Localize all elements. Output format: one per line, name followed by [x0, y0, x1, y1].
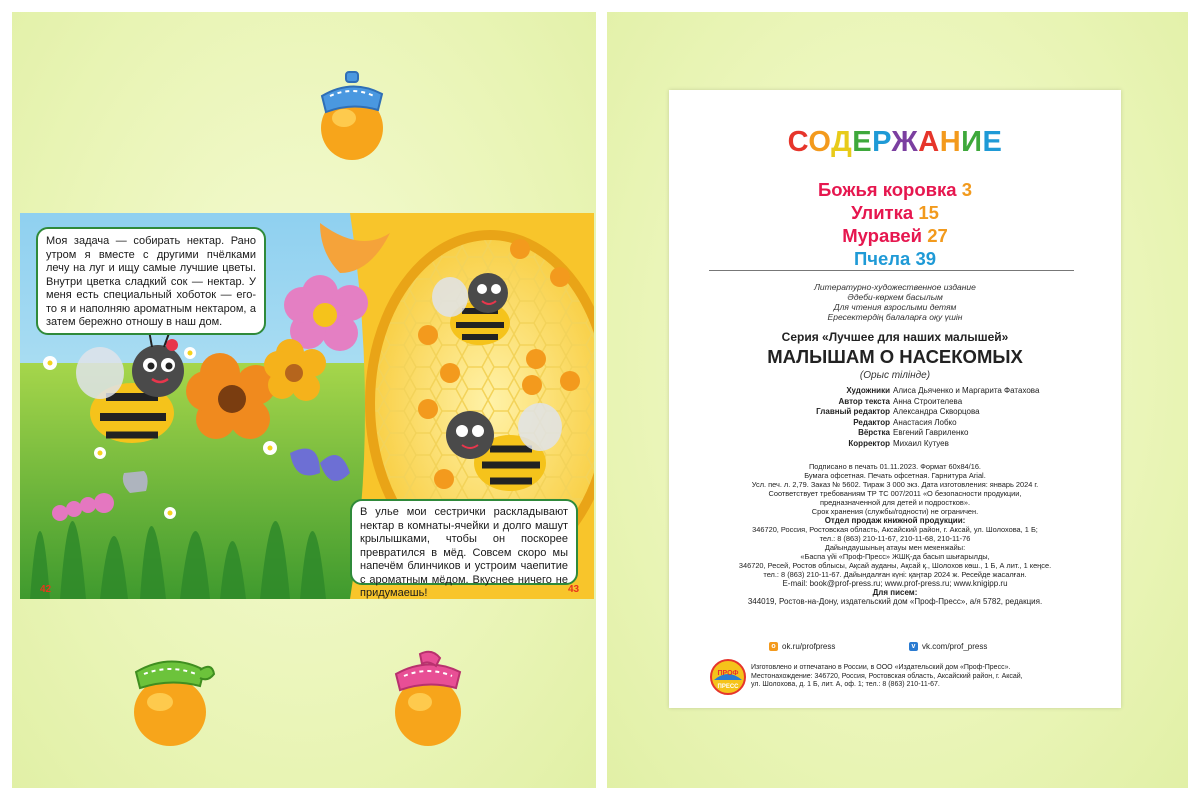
toc-item[interactable] [669, 224, 1121, 247]
story-text-top-content: Моя задача — собирать нектар. Рано утром я вместе с другими пчёлками лечу на луг и ищу самые лучшие цветы. Внутри цветка сладкий сок — нектар. У меня есть специальный хоботок — его-то я и наполняю ароматным нектаром, а затем бережно отношу в наш дом. [46, 235, 256, 328]
genre-line: Для чтения взрослыми детям [833, 302, 957, 312]
credit-row [669, 407, 1121, 418]
manufacturer-line: Местонахождение: 346720, Россия, Ростовская область, Аксайский район, г. Аксай, [751, 672, 1023, 680]
letters-heading: Для писем: [872, 588, 918, 597]
credit-role: Главный редактор [816, 407, 890, 416]
credit-row [669, 386, 1121, 397]
sales-line: тел.: 8 (863) 210-11-67, 210-11-68, 210-11-76 [819, 534, 971, 543]
imprint-line: Усл. печ. л. 2,79. Заказ № 5602. Тираж 3 000 экз. Дата изготовления: январь 2024 г. [751, 480, 1039, 489]
manufacturer-line: Изготовлено и отпечатано в России, в ООО «Издательский дом «Проф-Пресс». [751, 664, 1011, 671]
imprint-line: Бумага офсетная. Печать офсетная. Гарнитура Arial. [804, 471, 986, 480]
manufacturer-line: ул. Шолохова, д. 1 Б, лит. А, оф. 1; тел.: 8 (863) 210-11-67. [751, 681, 940, 688]
sales-line: 346720, Ресей, Ростов облысы, Ақсай ауданы, Ақсай қ., Шолохов көш., 1 Б, А лит., 1 кеңсе. [738, 561, 1052, 570]
credit-name: Анастасия Лобко [893, 417, 957, 427]
toc-item-title: Муравей [842, 225, 923, 246]
toc-item-page: 3 [961, 179, 973, 200]
contents-title-letter: Ж [891, 126, 919, 158]
credit-row [669, 428, 1121, 439]
page-number-left: 42 [40, 584, 52, 595]
toc-item[interactable] [669, 178, 1121, 201]
contents-title-letter: Е [982, 126, 1003, 158]
sales-line: 346720, Россия, Ростовская область, Аксайский район, г. Аксай, ул. Шолохова, 1 Б; [752, 525, 1038, 534]
toc-item[interactable] [669, 247, 1121, 270]
divider [709, 270, 1074, 271]
credit-name: Анна Строителева [893, 396, 963, 406]
table-of-contents [669, 178, 1121, 270]
credit-role: Вёрстка [858, 428, 890, 437]
ok-link[interactable] [769, 642, 835, 651]
credit-role: Корректор [848, 438, 890, 448]
imprint-line: Соответствует требованиям ТР ТС 007/2011 «О безопасности продукции, [768, 489, 1022, 498]
vk-icon: v [909, 642, 918, 651]
credits-block [669, 386, 1121, 449]
svg-text:ПРЕСС: ПРЕСС [717, 684, 739, 690]
genre-block [669, 282, 1121, 322]
credit-row [669, 439, 1121, 450]
genre-line: Әдеби-көркем басылым [847, 292, 943, 302]
honey-jar-blue-icon [312, 66, 392, 166]
toc-item-title: Божья коровка [817, 179, 957, 200]
story-text-bottom-content: В улье мои сестрички раскладывают нектар в комнаты-ячейки и долго машут крылышками, чтобы он поскорее превратился в мёд. Совсем скоро мы напечём блинчиков и устроим чаепитие с ароматным мёдом. Вкуснее ничего не придумаешь! [360, 506, 568, 599]
contents-title-letter: С [787, 126, 809, 158]
honey-jar-green-icon [120, 652, 220, 752]
story-text-top [36, 227, 266, 335]
credit-row [669, 418, 1121, 429]
contents-title-letter: Р [872, 126, 892, 158]
vk-link-label: vk.com/prof_press [922, 642, 988, 651]
letters-line: 344019, Ростов-на-Дону, издательский дом «Проф-Пресс», а/я 5782, редакция. [747, 597, 1043, 606]
contents-title-letter: Н [939, 126, 962, 158]
sales-heading: Отдел продаж книжной продукции: [824, 516, 966, 525]
svg-text:ПРОФ: ПРОФ [717, 670, 739, 677]
credit-row [669, 397, 1121, 408]
page-number-right: 43 [568, 584, 580, 595]
credit-role: Автор текста [838, 396, 890, 406]
genre-line: Ересектердің балаларға оқу үшін [827, 312, 963, 322]
vk-link[interactable] [909, 642, 987, 651]
imprint-line: Срок хранения (службы/годности) не ограничен. [811, 507, 979, 516]
odnoklassniki-icon: о [769, 642, 778, 651]
credit-name: Алиса Дьяченко и Маргарита Фатахова [893, 386, 1040, 395]
imprint-line: предназначенной для детей и подростков». [819, 498, 971, 507]
imprint-block [669, 462, 1121, 606]
right-photo-panel [607, 12, 1188, 788]
sales-line: «Баспа үйі «Проф-Пресс» ЖШҚ-да басып шығарылды, [800, 552, 990, 561]
contents-title [669, 126, 1121, 159]
language-note: (Орыс тілінде) [859, 370, 931, 381]
contact-email-line[interactable]: E-mail: book@prof-press.ru; www.prof-press.ru; www.knigipp.ru [782, 579, 1008, 588]
toc-item-title: Пчела [853, 248, 911, 269]
prof-press-logo-icon [709, 658, 747, 696]
left-photo-panel [12, 12, 596, 788]
contents-title-letter: Д [831, 126, 853, 158]
sales-line: Дайындаушының атауы мен мекенжайы: [824, 543, 966, 552]
toc-item-page: 27 [927, 225, 948, 246]
toc-item-page: 39 [915, 248, 937, 269]
book-title: МАЛЫШАМ О НАСЕКОМЫХ [767, 346, 1023, 367]
book-spread-illustration [20, 213, 594, 599]
contents-title-letter: Е [852, 126, 873, 158]
contents-page [669, 90, 1121, 708]
series-label: Серия «Лучшее для наших малышей» [781, 330, 1009, 344]
credit-name: Александра Скворцова [893, 407, 980, 416]
credit-role: Редактор [853, 417, 890, 427]
genre-line: Литературно-художественное издание [814, 282, 976, 292]
toc-item-page: 15 [918, 202, 939, 223]
toc-item-title: Улитка [851, 202, 914, 223]
contents-title-letter: И [961, 126, 983, 158]
imprint-line: Подписано в печать 01.11.2023. Формат 60x84/16. [808, 462, 981, 471]
ok-link-label: ok.ru/profpress [782, 642, 836, 651]
honey-jar-pink-icon [384, 648, 474, 752]
sales-line: тел.: 8 (863) 210-11-67. Дайындалған күні: қаңтар 2024 ж. Ресейде жасалған. [763, 570, 1027, 579]
contents-title-letter: О [808, 126, 832, 158]
contents-title-letter: А [918, 126, 940, 158]
manufacturer-block [751, 664, 1111, 690]
toc-item[interactable] [669, 201, 1121, 224]
credit-name: Михаил Кутуев [893, 438, 949, 448]
credit-name: Евгений Гавриленко [893, 428, 969, 437]
credit-role: Художники [846, 386, 890, 395]
